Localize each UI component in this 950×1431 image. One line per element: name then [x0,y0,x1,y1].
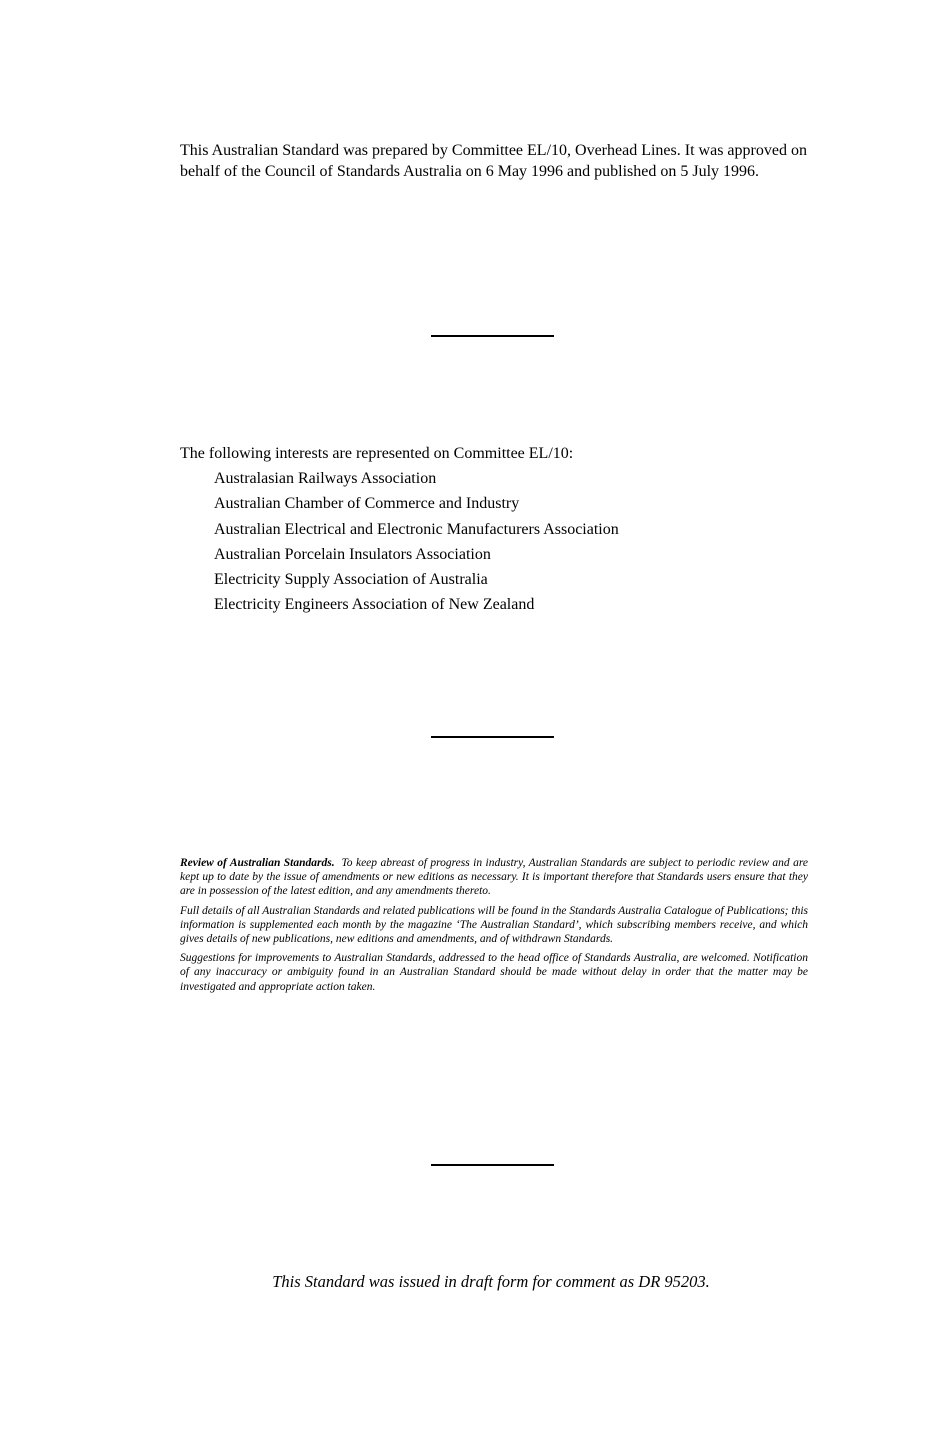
list-item: Electricity Supply Association of Australia [214,571,488,589]
divider-rule [431,736,554,738]
interests-intro: The following interests are represented on Committee EL/10: [180,445,574,462]
catalogue-paragraph: Full details of all Australian Standards and related publications will be found in the Standards Australia Catalogue of Publications; this information is supplemented each month by the magazine ‘The Australian Standard’, which subscribing members receive, and which gives details of new publications, new editions and amendments, and of withdrawn Standards. [180,904,808,946]
approval-statement: This Australian Standard was prepared by Committee EL/10, Overhead Lines. It was approved on behalf of the Council of Standards Australia on 6 May 1996 and published on 5 July 1996. [180,142,807,180]
divider-rule [431,1164,554,1166]
interests-list [180,466,810,617]
review-text: To keep abreast of progress in industry, Australian Standards are subject to periodic review and are kept up to date by the issue of amendments or new editions as necessary. It is important therefore that Standards users ensure that they are in possession of the latest edition, and any amendments thereto. [180,857,809,898]
list-item: Australasian Railways Association [214,470,437,488]
committee-interests [180,441,810,617]
draft-note: This Standard was issued in draft form for comment as DR 95203. [272,1272,710,1291]
review-notice [180,856,808,999]
list-item: Australian Chamber of Commerce and Industry [214,495,520,513]
suggestions-paragraph: Suggestions for improvements to Australian Standards, addressed to the head office of Standards Australia, are welcomed. Notification of any inaccuracy or ambiguity found in an Australian Standard should be made without delay in order that the matter may be investigated and appropriate action taken. [180,952,808,993]
list-item: Australian Porcelain Insulators Association [214,545,491,563]
review-heading: Review of Australian Standards. [180,857,335,869]
divider-rule [431,335,554,337]
review-paragraph [180,856,808,899]
list-item: Australian Electrical and Electronic Manufacturers Association [214,520,619,538]
list-item: Electricity Engineers Association of New Zealand [214,596,535,614]
